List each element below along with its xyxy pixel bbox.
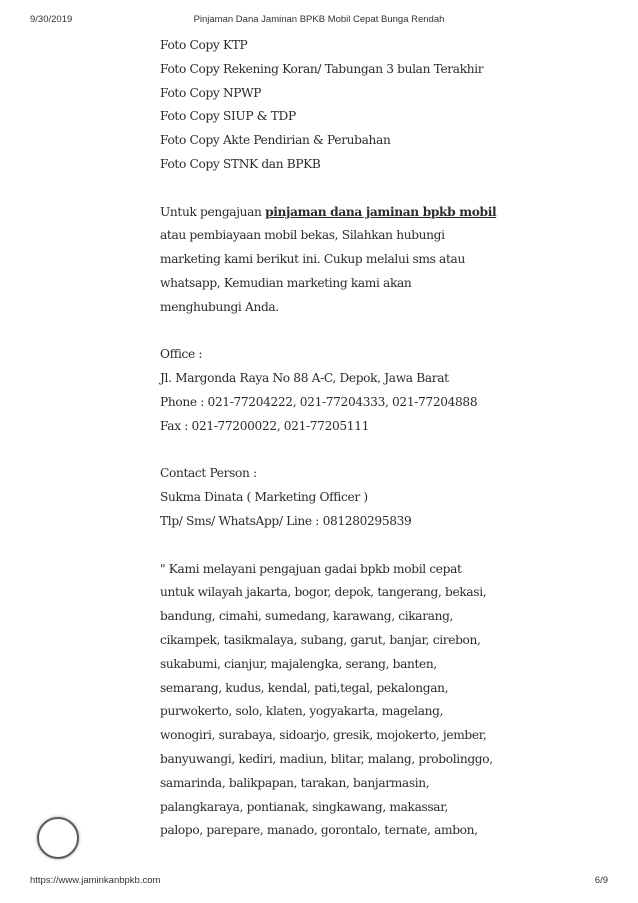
- floating-circle-button[interactable]: [37, 817, 79, 859]
- office-fax: Fax : 021-77200022, 021-77205111: [160, 418, 369, 433]
- document-body: [160, 34, 600, 843]
- service-area-line: untuk wilayah jakarta, bogor, depok, tangerang, bekasi,: [160, 585, 487, 600]
- requirements-list: [160, 34, 600, 177]
- intro-first-line: [160, 201, 600, 225]
- service-area-line: purwokerto, solo, klaten, yogyakarta, magelang,: [160, 704, 444, 719]
- intro-line: menghubungi Anda.: [160, 299, 279, 314]
- document-title: Pinjaman Dana Jaminan BPKB Mobil Cepat Bunga Rendah: [193, 14, 445, 25]
- service-area-paragraph: [160, 558, 600, 844]
- office-section: [160, 343, 600, 438]
- office-address: Jl. Margonda Raya No 88 A-C, Depok, Jawa Barat: [160, 371, 449, 386]
- service-area-line: palopo, parepare, manado, gorontalo, ternate, ambon,: [160, 823, 478, 838]
- contact-section: [160, 462, 600, 533]
- intro-line: atau pembiayaan mobil bekas, Silahkan hubungi: [160, 228, 445, 243]
- contact-label: Contact Person :: [160, 466, 257, 481]
- service-area-line: palangkaraya, pontianak, singkawang, makassar,: [160, 799, 448, 814]
- requirement-item: Foto Copy Akte Pendirian & Perubahan: [160, 133, 391, 148]
- contact-tlp: Tlp/ Sms/ WhatsApp/ Line : 081280295839: [160, 513, 412, 528]
- requirement-item: Foto Copy KTP: [160, 38, 248, 52]
- office-phone: Phone : 021-77204222, 021-77204333, 021-77204888: [160, 394, 478, 409]
- service-area-line: semarang, kudus, kendal, pati,tegal, pekalongan,: [160, 680, 449, 695]
- intro-line: marketing kami berikut ini. Cukup melalui sms atau: [160, 252, 465, 267]
- service-area-line: cikampek, tasikmalaya, subang, garut, banjar, cirebon,: [160, 632, 481, 647]
- requirement-item: Foto Copy Rekening Koran/ Tabungan 3 bulan Terakhir: [160, 61, 484, 76]
- service-area-line: banyuwangi, kediri, madiun, blitar, malang, probolinggo,: [160, 751, 493, 766]
- requirement-item: Foto Copy STNK dan BPKB: [160, 156, 321, 171]
- service-area-line: sukabumi, cianjur, majalengka, serang, banten,: [160, 656, 437, 671]
- intro-prefix: Untuk pengajuan: [160, 204, 266, 219]
- print-footer: [30, 875, 608, 889]
- print-header: [30, 14, 608, 28]
- service-area-line: " Kami melayani pengajuan gadai bpkb mobil cepat: [160, 561, 462, 576]
- page-number: 6/9: [594, 875, 608, 886]
- requirement-item: Foto Copy SIUP & TDP: [160, 109, 296, 124]
- service-area-line: samarinda, balikpapan, tarakan, banjarmasin,: [160, 775, 430, 790]
- requirement-item: Foto Copy NPWP: [160, 85, 262, 100]
- contact-name: Sukma Dinata ( Marketing Officer ): [160, 490, 368, 505]
- print-date: 9/30/2019: [30, 14, 73, 25]
- office-label: Office :: [160, 347, 203, 362]
- page-url: https://www.jaminkanbpkb.com: [30, 875, 161, 886]
- service-area-line: wonogiri, surabaya, sidoarjo, gresik, mojokerto, jember,: [160, 728, 487, 743]
- intro-line: whatsapp, Kemudian marketing kami akan: [160, 275, 412, 290]
- service-area-line: bandung, cimahi, sumedang, karawang, cikarang,: [160, 609, 454, 624]
- intro-paragraph: [160, 201, 600, 320]
- loan-link[interactable]: pinjaman dana jaminan bpkb mobil: [265, 204, 497, 219]
